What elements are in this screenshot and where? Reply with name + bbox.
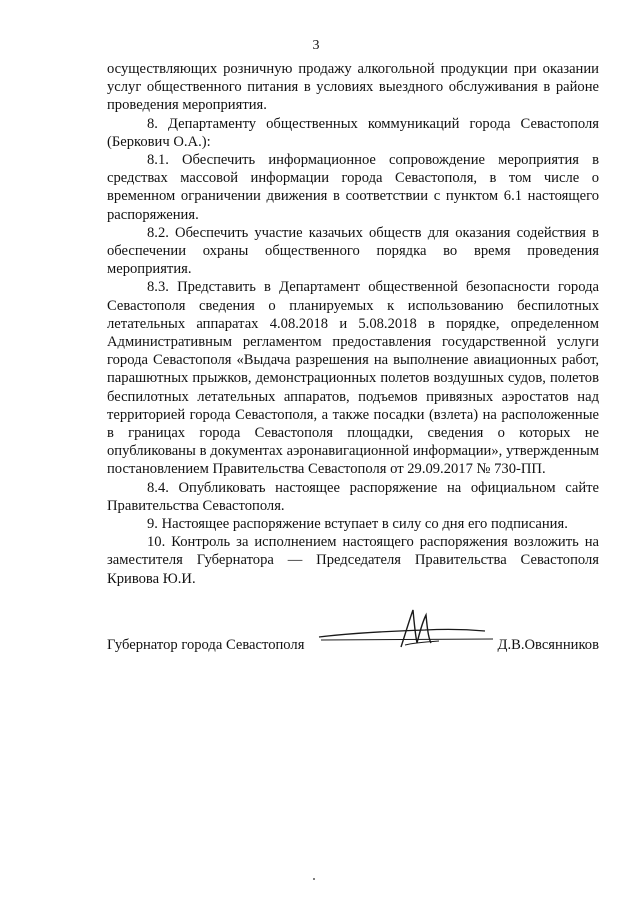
- paragraph-8-3: 8.3. Представить в Департамент общественной безопасности города Севастополя сведения о планируемых к использованию беспилотных летательных аппаратах 4.08.2018 и 5.08.2018 в порядке, определенном Административным регламентом предоставления государственной услуги города Севастополя «Выдача разрешения на выполнение авиационных работ, парашютных прыжков, демонстрационных полетов воздушных судов, полетов беспилотных летательных аппаратов, подъемов привязных аэростатов над территорией города Севастополя, а также посадки (взлета) на расположенные в границах города Севастополя площадки, сведения о которых не опубликованы в документах аэронавигационной информации», утвержденным постановлением Правительства Севастополя от 29.09.2017 № 730-ПП.: [107, 279, 599, 478]
- signatory-name: Д.В.Овсянников: [497, 637, 599, 653]
- scan-artifact: [313, 878, 315, 880]
- paragraph-continuation: осуществляющих розничную продажу алкогольной продукции при оказании услуг общественного питания в условиях выездного обслуживания в районе проведения мероприятия.: [107, 61, 599, 114]
- signatory-title: Губернатор города Севастополя: [107, 637, 305, 653]
- paragraph-8-1: 8.1. Обеспечить информационное сопровождение мероприятия в средствах массовой информации города Севастополя, в том числе о временном ограничении движения в соответствии с пунктом 6.1 настоящего распоряжения.: [107, 152, 599, 223]
- paragraph-10: 10. Контроль за исполнением настоящего распоряжения возложить на заместителя Губернатора — Председателя Правительства Севастополя Кривова Ю.И.: [107, 534, 599, 587]
- signature-block: [107, 633, 599, 663]
- page-number: 3: [312, 38, 320, 53]
- paragraph-9: 9. Настоящее распоряжение вступает в силу со дня его подписания.: [147, 516, 568, 533]
- paragraph-8: 8. Департаменту общественных коммуникаций города Севастополя (Беркович О.А.):: [107, 115, 599, 150]
- handwritten-signature: [313, 607, 503, 661]
- document-body: [107, 60, 599, 588]
- paragraph-8-2: 8.2. Обеспечить участие казачьих обществ для оказания содействия в обеспечении охраны общественного порядка во время проведения мероприятия.: [107, 224, 599, 278]
- paragraph-8-4: 8.4. Опубликовать настоящее распоряжение на официальном сайте Правительства Севастополя.: [107, 479, 599, 514]
